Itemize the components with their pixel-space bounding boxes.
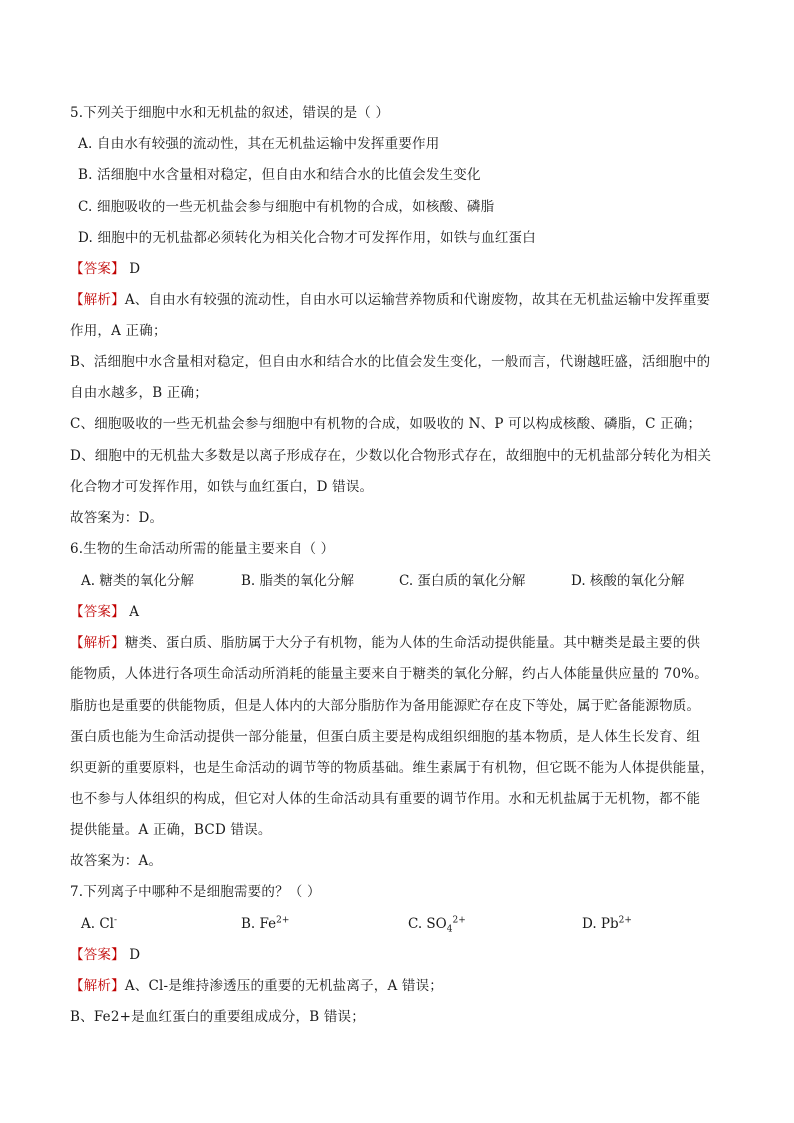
question-6-option-a: A. 糖类的氧化分解 <box>81 573 194 589</box>
question-7-option-c: C. $SO_4^{2+}$ <box>408 915 466 935</box>
question-5-analysis-line: 作用，A 正确； <box>70 323 167 339</box>
answer-value: D <box>124 947 141 963</box>
question-6-analysis-line: 能物质，人体进行各项生命活动所消耗的能量主要来自于糖类的氧化分解，约占人体能量供应量的 70%。 <box>70 666 708 682</box>
question-5-analysis-line: D、细胞中的无机盐大多数是以离子形成存在，少数以化合物形式存在，故细胞中的无机盐部分转化为相关 <box>70 448 712 464</box>
question-7-stem: 7.下列离子中哪种不是细胞需要的？（ ） <box>70 884 321 900</box>
question-5-conclusion: 故答案为：D。 <box>70 510 164 526</box>
analysis-tag: 【解析】 <box>70 292 125 308</box>
question-6-analysis-line: 【解析】糖类、蛋白质、脂肪属于大分子有机物，能为人体的生命活动提供能量。其中糖类是最主要的供 <box>70 635 701 651</box>
question-7-option-d: D. $Pb^{2+}$ <box>582 915 632 932</box>
question-6-analysis-line: 也不参与人体组织的构成，但它对人体的生命活动具有重要的调节作用。水和无机盐属于无机物，都不能 <box>70 791 701 807</box>
question-5-stem: 5.下列关于细胞中水和无机盐的叙述，错误的是（ ） <box>70 105 390 121</box>
question-6-option-d: D. 核酸的氧化分解 <box>571 573 685 589</box>
question-7-answer <box>70 946 140 964</box>
question-5-analysis-line: B、活细胞中水含量相对稳定，但自由水和结合水的比值会发生变化，一般而言，代谢越旺盛，活细胞中的 <box>70 354 711 370</box>
question-7-option-a: A. Cl- <box>81 915 118 932</box>
question-7-option-b: B. $Fe^{2+}$ <box>241 915 290 932</box>
question-6-analysis-line: 织更新的重要原料，也是生命活动的调节等的物质基础。维生素属于有机物，但它既不能为人体提供能量， <box>70 760 714 776</box>
question-6-option-c: C. 蛋白质的氧化分解 <box>399 573 526 589</box>
question-7-analysis-line: B、Fe2+是血红蛋白的重要组成成分，B 错误； <box>70 1009 365 1025</box>
analysis-tag: 【解析】 <box>70 635 125 651</box>
question-5-option-a: A. 自由水有较强的流动性，其在无机盐运输中发挥重要作用 <box>78 136 440 152</box>
question-5-analysis-line: C、细胞吸收的一些无机盐会参与细胞中有机物的合成，如吸收的 N、P 可以构成核酸、磷脂，C 正确； <box>70 416 702 432</box>
question-6-answer <box>70 603 139 621</box>
question-6-conclusion: 故答案为：A。 <box>70 853 163 869</box>
answer-value: A <box>124 604 140 620</box>
analysis-tag: 【解析】 <box>70 978 125 994</box>
question-6-analysis-line: 提供能量。A 正确，BCD 错误。 <box>70 822 272 838</box>
question-5-analysis-line: 【解析】A、自由水有较强的流动性，自由水可以运输营养物质和代谢废物，故其在无机盐运输中发挥重要 <box>70 292 711 308</box>
question-6-analysis-line: 脂肪也是重要的供能物质，但是人体内的大部分脂肪作为备用能源贮存在皮下等处，属于贮备能源物质。 <box>70 698 701 714</box>
answer-tag: 【答案】 <box>70 261 125 277</box>
answer-tag: 【答案】 <box>70 604 125 620</box>
question-5-option-d: D. 细胞中的无机盐都必须转化为相关化合物才可发挥作用，如铁与血红蛋白 <box>78 230 536 246</box>
question-5-answer <box>70 260 140 278</box>
question-7-analysis-line: 【解析】A、Cl-是维持渗透压的重要的无机盐离子，A 错误； <box>70 978 444 994</box>
question-5-analysis-line: 化合物才可发挥作用，如铁与血红蛋白，D 错误。 <box>70 479 374 495</box>
question-5-option-b: B. 活细胞中水含量相对稳定，但自由水和结合水的比值会发生变化 <box>78 167 481 183</box>
answer-tag: 【答案】 <box>70 947 125 963</box>
question-6-stem: 6.生物的生命活动所需的能量主要来自（ ） <box>70 541 335 557</box>
question-5-analysis-line: 自由水越多，B 正确； <box>70 385 208 401</box>
question-6-analysis-line: 蛋白质也能为生命活动提供一部分能量，但蛋白质主要是构成组织细胞的基本物质，是人体生长发育、组 <box>70 729 701 745</box>
question-5-option-c: C. 细胞吸收的一些无机盐会参与细胞中有机物的合成，如核酸、磷脂 <box>78 199 495 215</box>
question-6-option-b: B. 脂类的氧化分解 <box>241 573 355 589</box>
answer-value: D <box>124 261 141 277</box>
